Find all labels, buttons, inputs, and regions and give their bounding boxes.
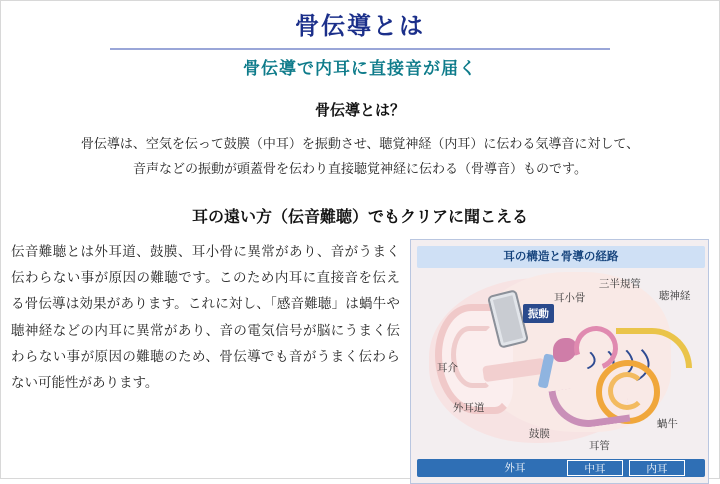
section1-paragraph-line2: 音声などの振動が頭蓋骨を伝わり直接聴覚神経に伝わる（骨導音）ものです。 bbox=[133, 160, 587, 176]
page-subtitle: 骨伝導で内耳に直接音が届く bbox=[243, 59, 477, 79]
section1-paragraph bbox=[1, 132, 719, 181]
label-eustachian-tube: 耳管 bbox=[588, 439, 610, 452]
ear-anatomy-figure bbox=[410, 239, 709, 484]
section1-paragraph-line1: 骨伝導は、空気を伝って鼓膜（中耳）を振動させ、聴覚神経（内耳）に伝わる気導音に対して、 bbox=[80, 136, 640, 152]
figure-footer-bar bbox=[417, 459, 705, 477]
figure-title: 耳の構造と骨導の経路 bbox=[503, 250, 619, 263]
page-title: 骨伝導とは bbox=[295, 13, 425, 40]
vibration-label: 振動 bbox=[523, 304, 554, 323]
label-eardrum: 鼓膜 bbox=[528, 427, 550, 440]
label-cochlea: 蝸牛 bbox=[656, 417, 678, 430]
label-auditory-nerve: 聴神経 bbox=[658, 289, 691, 302]
label-ossicles: 耳小骨 bbox=[553, 291, 586, 304]
label-pinna: 耳介 bbox=[436, 361, 458, 374]
label-semicircular-canals: 三半規管 bbox=[598, 277, 641, 290]
footer-outer-ear: 外耳 bbox=[504, 461, 526, 474]
section2-heading: 耳の遠い方（伝音難聴）でもクリアに聞こえる bbox=[191, 208, 528, 226]
title-divider bbox=[110, 48, 610, 50]
footer-middle-ear: 中耳 bbox=[567, 460, 623, 476]
label-ear-canal: 外耳道 bbox=[452, 401, 485, 414]
section1-heading: 骨伝導とは？ bbox=[314, 102, 405, 120]
section2-body: 伝音難聴とは外耳道、鼓膜、耳小骨に異常があり、音がうまく伝わらない事が原因の難聴です。このため内耳に直接音を伝える骨伝導は効果があります。これに対し、「感音難聴」は蝸牛や聴神経などの内耳に異常があり、音の電気信号が脳にうまく伝わらない事が原因の難聴のため、骨伝導でも音がうまく伝わらない可能性があります。 bbox=[11, 243, 400, 391]
figure-canvas bbox=[411, 268, 709, 453]
content-row bbox=[1, 239, 719, 484]
footer-inner-ear: 内耳 bbox=[629, 460, 685, 476]
